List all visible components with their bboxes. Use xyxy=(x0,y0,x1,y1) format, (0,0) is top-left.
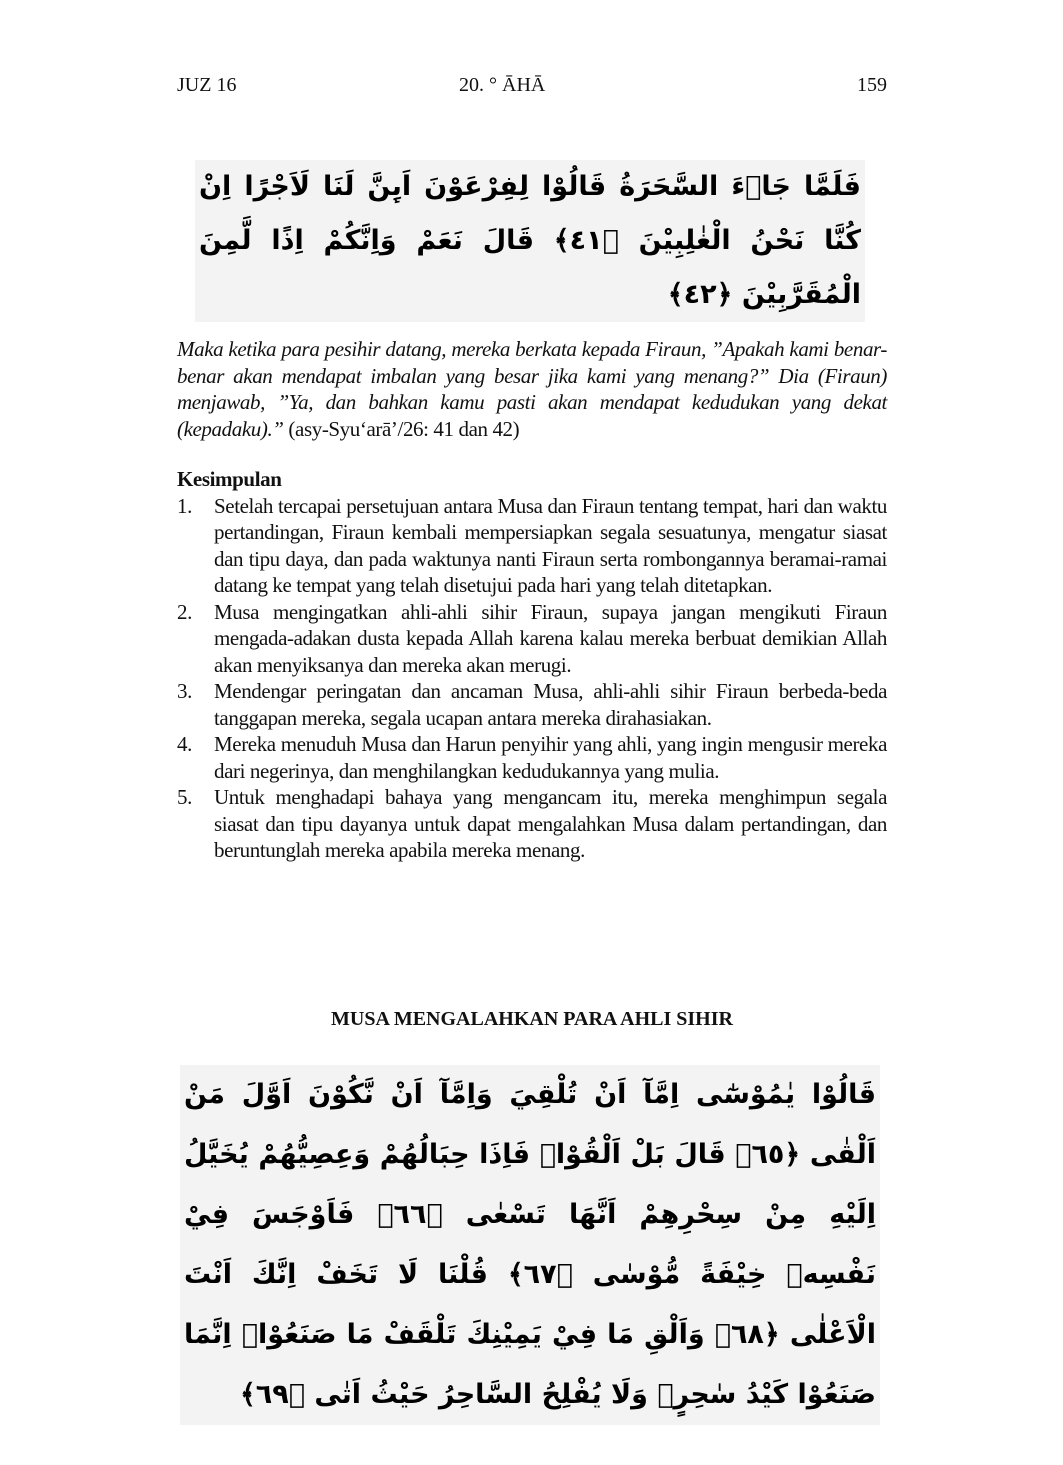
list-item xyxy=(177,731,887,784)
list-item xyxy=(177,493,887,599)
item-number: 4. xyxy=(177,732,192,756)
item-text: Mereka menuduh Musa dan Harun penyihir yang ahli, yang ingin mengusir mereka dari negerinya, dan menghilangkan kedudukannya yang mulia. xyxy=(214,732,887,783)
arabic-verse-block: قَالُوْا يٰمُوْسٰٓى اِمَّآ اَنْ تُلْقِيَ وَاِمَّآ اَنْ نَّكُوْنَ اَوَّلَ مَنْ اَلْقٰى ﴿٦٥﴾ قَالَ بَلْ اَلْقُوْاۚ فَاِذَا حِبَالُهُمْ وَعِصِيُّهُمْ يُخَيَّلُ اِلَيْهِ مِنْ سِحْرِهِمْ اَنَّهَا تَسْعٰى ﴿٦٦﴾ فَاَوْجَسَ فِيْ نَفْسِهٖ خِيْفَةً مُّوْسٰى ﴿٦٧﴾ قُلْنَا لَا تَخَفْ اِنَّكَ اَنْتَ الْاَعْلٰى ﴿٦٨﴾ وَاَلْقِ مَا فِيْ يَمِيْنِكَ تَلْقَفْ مَا صَنَعُوْاۗ اِنَّمَا صَنَعُوْا كَيْدُ سٰحِرٍۗ وَلَا يُفْلِحُ السَّاحِرُ حَيْثُ اَتٰى ﴿٦٩﴾ xyxy=(180,1065,880,1425)
verse-reference: (asy-Syu‘arā’/26: 41 dan 42) xyxy=(283,416,520,441)
item-text: Untuk menghadapi bahaya yang mengancam itu, mereka menghimpun segala siasat dan tipu dayanya untuk dapat mengalahkan Musa dalam pertandingan, dan beruntunglah mereka apabila mereka menang. xyxy=(214,785,887,862)
page xyxy=(177,0,887,1465)
conclusion-section xyxy=(177,466,887,936)
conclusion-heading: Kesimpulan xyxy=(177,467,282,491)
arabic-verse-block: فَلَمَّا جَاۤءَ السَّحَرَةُ قَالُوْا لِفِرْعَوْنَ اَىِٕنَّ لَنَا لَاَجْرًا اِنْ كُنَّا نَحْنُ الْغٰلِبِيْنَ ﴿٤١﴾ قَالَ نَعَمْ وَاِنَّكُمْ اِذًا لَّمِنَ الْمُقَرَّبِيْنَ ﴿٤٢﴾ xyxy=(195,160,865,322)
verse-translation xyxy=(177,336,887,442)
item-text: Setelah tercapai persetujuan antara Musa dan Firaun tentang tempat, hari dan waktu pertandingan, Firaun kembali mempersiapkan segala sesuatunya, mengatur siasat dan tipu daya, dan pada waktunya nanti Firaun serta rombongannya beramai-ramai datang ke tempat yang telah disetujui pada hari yang telah ditetapkan. xyxy=(214,493,887,597)
running-header xyxy=(177,74,887,102)
conclusion-list xyxy=(177,493,887,864)
item-number: 1. xyxy=(177,493,192,518)
list-item xyxy=(177,599,887,679)
translation-text: Maka ketika para pesihir datang, mereka berkata kepada Firaun, ”Apakah kami benar-benar akan mendapat imbalan yang besar jika kami yang menang?” Dia (Firaun) menjawab, ”Ya, dan bahkan kamu pasti akan mendapat kedudukan yang dekat (kepadaku).” xyxy=(177,337,887,441)
item-number: 3. xyxy=(177,679,192,703)
section-title: MUSA MENGALAHKAN PARA AHLI SIHIR xyxy=(331,1008,733,1030)
item-number: 5. xyxy=(177,785,192,809)
item-text: Mendengar peringatan dan ancaman Musa, ahli-ahli sihir Firaun berbeda-beda tanggapan mereka, segala ucapan antara mereka dirahasiakan. xyxy=(214,679,887,730)
juz-label: JUZ 16 xyxy=(177,74,237,96)
item-number: 2. xyxy=(177,599,192,624)
page-number: 159 xyxy=(857,74,887,96)
list-item xyxy=(177,678,887,731)
list-item xyxy=(177,784,887,864)
surah-label: 20. ° ĀHĀ xyxy=(459,74,546,96)
item-text: Musa mengingatkan ahli-ahli sihir Firaun, supaya jangan mengikuti Firaun mengada-adakan dusta kepada Allah karena kalau mereka berbuat demikian Allah akan menyiksanya dan mereka akan merugi. xyxy=(214,599,887,677)
